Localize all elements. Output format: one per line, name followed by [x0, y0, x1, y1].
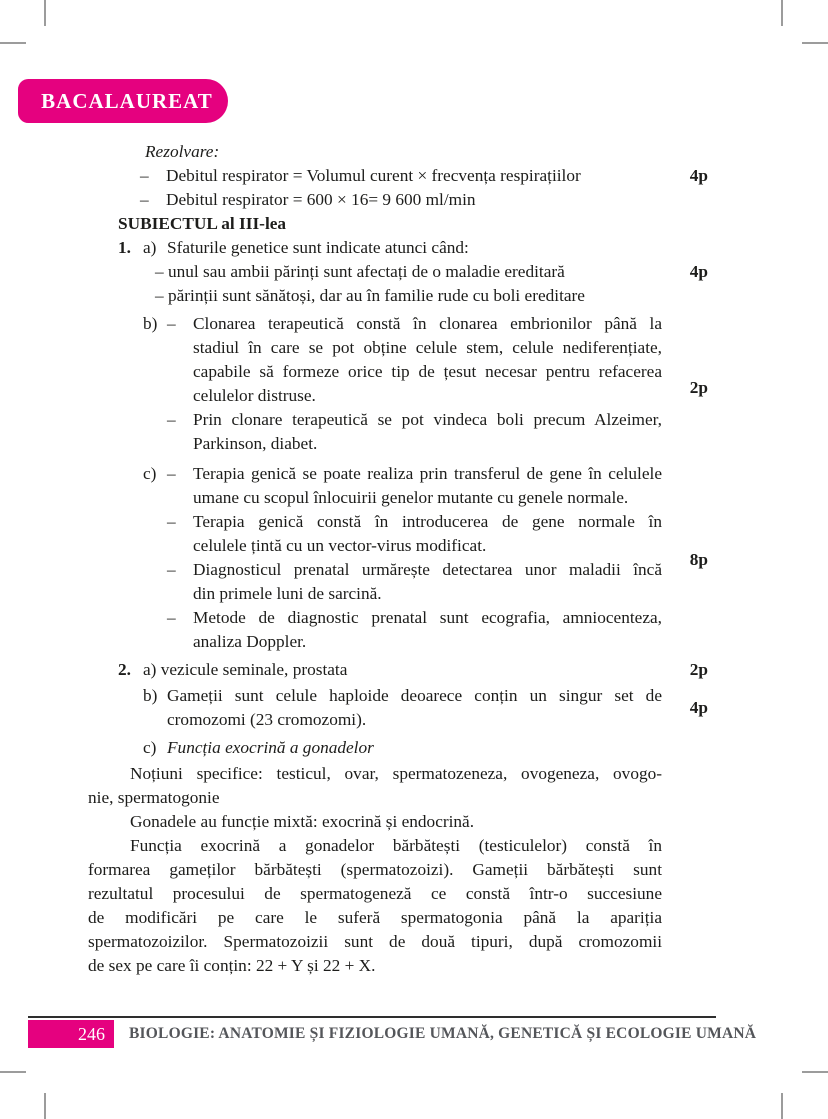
answer-text: Parkinson, diabet. — [193, 434, 318, 453]
solution-line — [140, 164, 708, 188]
answer-letter: a) — [143, 238, 157, 257]
answer-block-2b — [143, 684, 708, 732]
badge-label: BACALAUREAT — [41, 88, 213, 113]
subject-heading: SUBIECTUL al III-lea — [118, 214, 287, 233]
dash: – — [167, 464, 176, 483]
points-badge: 8p — [689, 550, 708, 569]
crop-mark — [44, 1093, 46, 1119]
points-badge: 2p — [689, 660, 708, 679]
crop-mark — [0, 1071, 26, 1073]
question-number: 2. — [118, 660, 131, 679]
solution-text: Debitul respirator = Volumul curent × frecvența respirațiilor — [166, 166, 581, 185]
answer-text: analiza Doppler. — [193, 632, 307, 651]
dash-item — [167, 312, 662, 408]
answer-lines — [193, 510, 662, 558]
crop-mark — [781, 1093, 783, 1119]
points-badge: 4p — [689, 698, 708, 717]
paragraph-line: Noțiuni specifice: testicul, ovar, spermatozeneza, ovogeneza, ovogo- — [130, 764, 662, 783]
dash-item — [167, 510, 662, 558]
question-2a — [118, 658, 708, 682]
answer-text: celulelor distruse. — [193, 386, 316, 405]
dash-item — [167, 408, 662, 456]
paragraph-line: rezultatul procesului de spermatogeneză ce constă într-o succesiune — [88, 884, 662, 903]
points-badge: 2p — [689, 378, 708, 397]
dash: – — [167, 410, 176, 429]
question-1a — [118, 236, 662, 260]
paragraph-line: nie, spermatogonie — [88, 788, 220, 807]
paragraph-line: Funcția exocrină a gonadelor bărbătești (testiculelor) constă în — [130, 836, 662, 855]
answer-text: Gameții sunt celule haploide deoarece conțin un singur set de — [167, 686, 662, 705]
answer-text: a) vezicule seminale, prostata — [143, 660, 348, 679]
answer-items — [167, 462, 662, 654]
crop-mark — [44, 0, 46, 26]
answer-text: Terapia genică constă în introducerea de gene normale în — [193, 512, 662, 531]
paragraph-line: de sex pe care îi conțin: 22 + Y și 22 + X. — [88, 956, 376, 975]
crop-mark — [802, 42, 828, 44]
dash: – — [140, 166, 149, 185]
answer-sub-line — [155, 260, 708, 284]
dash: – — [167, 512, 176, 531]
answer-text: Sfaturile genetice sunt indicate atunci când: — [167, 238, 469, 257]
answer-text: – părinții sunt sănătoși, dar au în familie rude cu boli ereditare — [155, 286, 585, 305]
answer-block-1b — [143, 312, 708, 456]
paragraph — [88, 762, 662, 810]
points-badge: 4p — [689, 262, 708, 281]
paragraph-line: de modificări pe care le suferă spermatogonia până la apariția — [88, 908, 662, 927]
answer-text: din primele luni de sarcină. — [193, 584, 382, 603]
answer-lines — [193, 312, 662, 408]
crop-mark — [0, 42, 26, 44]
answer-text: Diagnosticul prenatal urmărește detectarea unor maladii încă — [193, 560, 662, 579]
answer-items — [167, 312, 662, 456]
page-number-box — [28, 1020, 114, 1048]
question-number: 1. — [118, 238, 131, 257]
answer-block-2c — [143, 736, 662, 760]
page-content — [88, 140, 708, 978]
answer-text: Funcția exocrină a gonadelor — [167, 738, 374, 757]
crop-mark — [781, 0, 783, 26]
answer-text: Terapia genică se poate realiza prin transferul de gene în celulele — [193, 464, 662, 483]
paragraph-line: formarea gameților bărbătești (spermatozoizi). Gameții bărbătești sunt — [88, 860, 662, 879]
paragraph-line: Gonadele au funcție mixtă: exocrină și endocrină. — [130, 812, 475, 831]
paragraph-line: spermatozoizilor. Spermatozoizii sunt de două tipuri, după cromozomii — [88, 932, 662, 951]
footer-rule — [28, 1016, 716, 1018]
dash-item — [167, 606, 662, 654]
dash: – — [167, 560, 176, 579]
answer-text: Metode de diagnostic prenatal sunt ecografia, amniocenteza, — [193, 608, 662, 627]
solution-line — [140, 188, 662, 212]
answer-text: capabile să formeze orice tip de țesut necesar pentru refacerea — [193, 362, 662, 381]
answer-lines — [167, 684, 662, 732]
crop-mark — [802, 1071, 828, 1073]
answer-letter: c) — [143, 464, 157, 483]
solution-text: Debitul respirator = 600 × 16= 9 600 ml/min — [166, 190, 476, 209]
dash-item — [167, 462, 662, 510]
answer-text: Prin clonare terapeutică se pot vindeca boli precum Alzeimer, — [193, 410, 662, 429]
answer-text: Clonarea terapeutică constă în clonarea embrionilor până la — [193, 314, 662, 333]
answer-letter: b) — [143, 686, 158, 705]
answer-text: cromozomi (23 cromozomi). — [167, 710, 367, 729]
footer-title: BIOLOGIE: ANATOMIE ȘI FIZIOLOGIE UMANĂ, GENETICĂ ȘI ECOLOGIE UMANĂ — [129, 1025, 757, 1042]
answer-lines — [193, 408, 662, 456]
answer-block-1c — [143, 462, 708, 654]
bacalaureat-badge — [18, 79, 228, 123]
dash-item — [167, 558, 662, 606]
answer-text: stadiul în care se pot obține celule stem, celule nediferențiate, — [193, 338, 662, 357]
answer-letter: c) — [143, 738, 157, 757]
dash: – — [167, 314, 176, 333]
answer-text: – unul sau ambii părinți sunt afectați de o maladie ereditară — [155, 262, 565, 281]
answer-lines — [193, 462, 662, 510]
page-number: 246 — [78, 1023, 105, 1044]
dash: – — [167, 608, 176, 627]
dash: – — [140, 190, 149, 209]
answer-text: umane cu scopul înlocuirii genelor mutante cu genele normale. — [193, 488, 629, 507]
points-badge: 4p — [689, 166, 708, 185]
paragraph — [88, 810, 662, 834]
answer-text: celulele țintă cu un vector-virus modificat. — [193, 536, 487, 555]
answer-lines — [193, 558, 662, 606]
paragraph — [88, 834, 662, 978]
rezolvare-label: Rezolvare: — [145, 142, 220, 161]
answer-sub-line — [155, 284, 662, 308]
answer-letter: b) — [143, 314, 158, 333]
answer-lines — [193, 606, 662, 654]
